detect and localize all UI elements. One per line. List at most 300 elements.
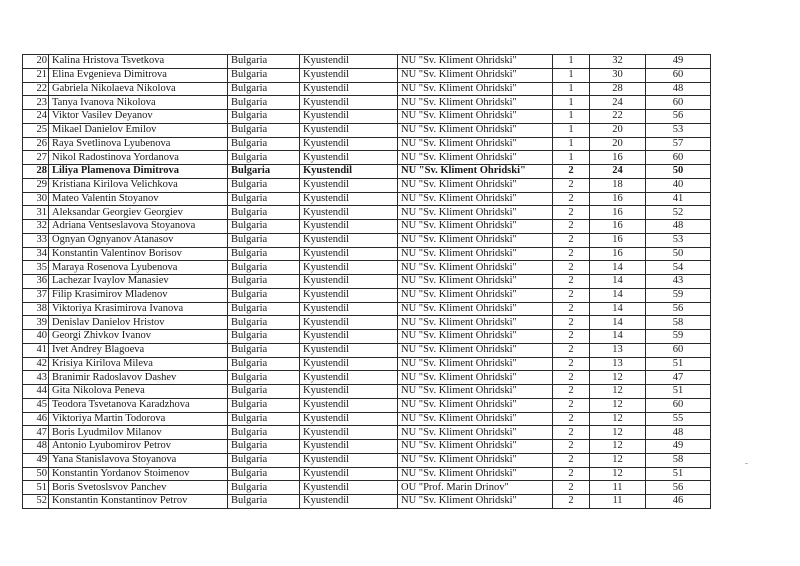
country-cell: Bulgaria bbox=[228, 343, 300, 357]
country-cell: Bulgaria bbox=[228, 398, 300, 412]
country-cell: Bulgaria bbox=[228, 495, 300, 509]
city-cell: Kyustendil bbox=[300, 165, 398, 179]
total-cell: 51 bbox=[646, 357, 711, 371]
table-row bbox=[23, 96, 711, 110]
school-cell: NU "Sv. Kliment Ohridski" bbox=[398, 206, 553, 220]
name-cell: Krisiya Kirilova Mileva bbox=[49, 357, 228, 371]
name-cell: Boris Svetoslsvov Panchev bbox=[49, 481, 228, 495]
grade-cell: 1 bbox=[553, 96, 590, 110]
name-cell: Elina Evgenieva Dimitrova bbox=[49, 68, 228, 82]
country-cell: Bulgaria bbox=[228, 261, 300, 275]
name-cell: Adriana Ventseslavova Stoyanova bbox=[49, 220, 228, 234]
rank-cell: 42 bbox=[23, 357, 49, 371]
total-cell: 52 bbox=[646, 206, 711, 220]
name-cell: Boris Lyudmilov Milanov bbox=[49, 426, 228, 440]
grade-cell: 1 bbox=[553, 123, 590, 137]
rank-cell: 21 bbox=[23, 68, 49, 82]
school-cell: NU "Sv. Kliment Ohridski" bbox=[398, 275, 553, 289]
grade-cell: 2 bbox=[553, 426, 590, 440]
school-cell: NU "Sv. Kliment Ohridski" bbox=[398, 137, 553, 151]
country-cell: Bulgaria bbox=[228, 467, 300, 481]
rank-cell: 31 bbox=[23, 206, 49, 220]
name-cell: Konstantin Yordanov Stoimenov bbox=[49, 467, 228, 481]
city-cell: Kyustendil bbox=[300, 261, 398, 275]
rank-cell: 22 bbox=[23, 82, 49, 96]
country-cell: Bulgaria bbox=[228, 288, 300, 302]
score-cell: 20 bbox=[590, 123, 646, 137]
school-cell: NU "Sv. Kliment Ohridski" bbox=[398, 220, 553, 234]
school-cell: NU "Sv. Kliment Ohridski" bbox=[398, 495, 553, 509]
table-row bbox=[23, 82, 711, 96]
table-row bbox=[23, 288, 711, 302]
table-row bbox=[23, 412, 711, 426]
school-cell: NU "Sv. Kliment Ohridski" bbox=[398, 412, 553, 426]
school-cell: NU "Sv. Kliment Ohridski" bbox=[398, 453, 553, 467]
school-cell: NU "Sv. Kliment Ohridski" bbox=[398, 426, 553, 440]
total-cell: 56 bbox=[646, 302, 711, 316]
school-cell: OU "Prof. Marin Drinov" bbox=[398, 481, 553, 495]
table-row bbox=[23, 220, 711, 234]
school-cell: NU "Sv. Kliment Ohridski" bbox=[398, 385, 553, 399]
score-cell: 22 bbox=[590, 110, 646, 124]
score-cell: 24 bbox=[590, 96, 646, 110]
country-cell: Bulgaria bbox=[228, 165, 300, 179]
country-cell: Bulgaria bbox=[228, 220, 300, 234]
table-row bbox=[23, 137, 711, 151]
rank-cell: 48 bbox=[23, 440, 49, 454]
grade-cell: 1 bbox=[553, 110, 590, 124]
name-cell: Gabriela Nikolaeva Nikolova bbox=[49, 82, 228, 96]
school-cell: NU "Sv. Kliment Ohridski" bbox=[398, 96, 553, 110]
total-cell: 49 bbox=[646, 440, 711, 454]
score-cell: 30 bbox=[590, 68, 646, 82]
score-cell: 16 bbox=[590, 247, 646, 261]
rank-cell: 36 bbox=[23, 275, 49, 289]
school-cell: NU "Sv. Kliment Ohridski" bbox=[398, 165, 553, 179]
name-cell: Nikol Radostinova Yordanova bbox=[49, 151, 228, 165]
table-row bbox=[23, 275, 711, 289]
country-cell: Bulgaria bbox=[228, 82, 300, 96]
table-row bbox=[23, 467, 711, 481]
table-row bbox=[23, 247, 711, 261]
rank-cell: 34 bbox=[23, 247, 49, 261]
table-row bbox=[23, 330, 711, 344]
country-cell: Bulgaria bbox=[228, 440, 300, 454]
total-cell: 56 bbox=[646, 110, 711, 124]
name-cell: Antonio Lyubomirov Petrov bbox=[49, 440, 228, 454]
score-cell: 12 bbox=[590, 467, 646, 481]
country-cell: Bulgaria bbox=[228, 453, 300, 467]
name-cell: Kalina Hristova Tsvetkova bbox=[49, 55, 228, 69]
table-row bbox=[23, 178, 711, 192]
school-cell: NU "Sv. Kliment Ohridski" bbox=[398, 316, 553, 330]
table-row bbox=[23, 261, 711, 275]
score-cell: 12 bbox=[590, 412, 646, 426]
country-cell: Bulgaria bbox=[228, 481, 300, 495]
total-cell: 40 bbox=[646, 178, 711, 192]
school-cell: NU "Sv. Kliment Ohridski" bbox=[398, 288, 553, 302]
grade-cell: 2 bbox=[553, 192, 590, 206]
table-row bbox=[23, 165, 711, 179]
country-cell: Bulgaria bbox=[228, 96, 300, 110]
table-row bbox=[23, 453, 711, 467]
name-cell: Aleksandar Georgiev Georgiev bbox=[49, 206, 228, 220]
rank-cell: 29 bbox=[23, 178, 49, 192]
grade-cell: 2 bbox=[553, 233, 590, 247]
score-cell: 14 bbox=[590, 330, 646, 344]
name-cell: Viktoriya Krasimirova Ivanova bbox=[49, 302, 228, 316]
total-cell: 48 bbox=[646, 220, 711, 234]
city-cell: Kyustendil bbox=[300, 330, 398, 344]
city-cell: Kyustendil bbox=[300, 220, 398, 234]
country-cell: Bulgaria bbox=[228, 357, 300, 371]
country-cell: Bulgaria bbox=[228, 68, 300, 82]
grade-cell: 2 bbox=[553, 398, 590, 412]
total-cell: 51 bbox=[646, 385, 711, 399]
total-cell: 49 bbox=[646, 55, 711, 69]
country-cell: Bulgaria bbox=[228, 330, 300, 344]
city-cell: Kyustendil bbox=[300, 398, 398, 412]
table-row bbox=[23, 398, 711, 412]
score-cell: 14 bbox=[590, 275, 646, 289]
table-row bbox=[23, 426, 711, 440]
score-cell: 16 bbox=[590, 233, 646, 247]
total-cell: 57 bbox=[646, 137, 711, 151]
grade-cell: 2 bbox=[553, 385, 590, 399]
city-cell: Kyustendil bbox=[300, 68, 398, 82]
rank-cell: 43 bbox=[23, 371, 49, 385]
city-cell: Kyustendil bbox=[300, 288, 398, 302]
country-cell: Bulgaria bbox=[228, 371, 300, 385]
city-cell: Kyustendil bbox=[300, 233, 398, 247]
grade-cell: 2 bbox=[553, 288, 590, 302]
city-cell: Kyustendil bbox=[300, 357, 398, 371]
score-cell: 16 bbox=[590, 206, 646, 220]
name-cell: Liliya Plamenova Dimitrova bbox=[49, 165, 228, 179]
school-cell: NU "Sv. Kliment Ohridski" bbox=[398, 68, 553, 82]
grade-cell: 1 bbox=[553, 68, 590, 82]
name-cell: Ivet Andrey Blagoeva bbox=[49, 343, 228, 357]
score-cell: 12 bbox=[590, 371, 646, 385]
table-row bbox=[23, 151, 711, 165]
table-row bbox=[23, 495, 711, 509]
total-cell: 58 bbox=[646, 453, 711, 467]
total-cell: 51 bbox=[646, 467, 711, 481]
school-cell: NU "Sv. Kliment Ohridski" bbox=[398, 398, 553, 412]
rank-cell: 23 bbox=[23, 96, 49, 110]
total-cell: 50 bbox=[646, 165, 711, 179]
total-cell: 47 bbox=[646, 371, 711, 385]
score-cell: 24 bbox=[590, 165, 646, 179]
total-cell: 60 bbox=[646, 151, 711, 165]
score-cell: 11 bbox=[590, 495, 646, 509]
city-cell: Kyustendil bbox=[300, 412, 398, 426]
school-cell: NU "Sv. Kliment Ohridski" bbox=[398, 192, 553, 206]
grade-cell: 1 bbox=[553, 151, 590, 165]
score-cell: 14 bbox=[590, 316, 646, 330]
school-cell: NU "Sv. Kliment Ohridski" bbox=[398, 123, 553, 137]
school-cell: NU "Sv. Kliment Ohridski" bbox=[398, 110, 553, 124]
country-cell: Bulgaria bbox=[228, 123, 300, 137]
grade-cell: 2 bbox=[553, 481, 590, 495]
school-cell: NU "Sv. Kliment Ohridski" bbox=[398, 261, 553, 275]
score-cell: 16 bbox=[590, 192, 646, 206]
results-table-body bbox=[23, 55, 711, 509]
rank-cell: 46 bbox=[23, 412, 49, 426]
score-cell: 18 bbox=[590, 178, 646, 192]
school-cell: NU "Sv. Kliment Ohridski" bbox=[398, 371, 553, 385]
name-cell: Viktoriya Martin Todorova bbox=[49, 412, 228, 426]
table-row bbox=[23, 192, 711, 206]
city-cell: Kyustendil bbox=[300, 110, 398, 124]
total-cell: 58 bbox=[646, 316, 711, 330]
table-row bbox=[23, 343, 711, 357]
rank-cell: 52 bbox=[23, 495, 49, 509]
city-cell: Kyustendil bbox=[300, 467, 398, 481]
total-cell: 53 bbox=[646, 123, 711, 137]
city-cell: Kyustendil bbox=[300, 192, 398, 206]
name-cell: Konstantin Valentinov Borisov bbox=[49, 247, 228, 261]
country-cell: Bulgaria bbox=[228, 426, 300, 440]
score-cell: 14 bbox=[590, 302, 646, 316]
rank-cell: 20 bbox=[23, 55, 49, 69]
city-cell: Kyustendil bbox=[300, 247, 398, 261]
total-cell: 43 bbox=[646, 275, 711, 289]
country-cell: Bulgaria bbox=[228, 275, 300, 289]
total-cell: 53 bbox=[646, 233, 711, 247]
city-cell: Kyustendil bbox=[300, 426, 398, 440]
score-cell: 12 bbox=[590, 426, 646, 440]
city-cell: Kyustendil bbox=[300, 302, 398, 316]
rank-cell: 41 bbox=[23, 343, 49, 357]
grade-cell: 2 bbox=[553, 261, 590, 275]
total-cell: 54 bbox=[646, 261, 711, 275]
country-cell: Bulgaria bbox=[228, 55, 300, 69]
grade-cell: 2 bbox=[553, 412, 590, 426]
rank-cell: 40 bbox=[23, 330, 49, 344]
name-cell: Georgi Zhivkov Ivanov bbox=[49, 330, 228, 344]
city-cell: Kyustendil bbox=[300, 453, 398, 467]
school-cell: NU "Sv. Kliment Ohridski" bbox=[398, 343, 553, 357]
total-cell: 59 bbox=[646, 288, 711, 302]
country-cell: Bulgaria bbox=[228, 178, 300, 192]
rank-cell: 44 bbox=[23, 385, 49, 399]
name-cell: Lachezar Ivaylov Manasiev bbox=[49, 275, 228, 289]
table-row bbox=[23, 123, 711, 137]
country-cell: Bulgaria bbox=[228, 233, 300, 247]
city-cell: Kyustendil bbox=[300, 178, 398, 192]
score-cell: 12 bbox=[590, 385, 646, 399]
country-cell: Bulgaria bbox=[228, 206, 300, 220]
name-cell: Kristiana Kirilova Velichkova bbox=[49, 178, 228, 192]
city-cell: Kyustendil bbox=[300, 55, 398, 69]
table-row bbox=[23, 481, 711, 495]
score-cell: 14 bbox=[590, 288, 646, 302]
total-cell: 41 bbox=[646, 192, 711, 206]
grade-cell: 1 bbox=[553, 82, 590, 96]
country-cell: Bulgaria bbox=[228, 316, 300, 330]
score-cell: 32 bbox=[590, 55, 646, 69]
city-cell: Kyustendil bbox=[300, 82, 398, 96]
country-cell: Bulgaria bbox=[228, 247, 300, 261]
grade-cell: 2 bbox=[553, 275, 590, 289]
rank-cell: 26 bbox=[23, 137, 49, 151]
school-cell: NU "Sv. Kliment Ohridski" bbox=[398, 55, 553, 69]
rank-cell: 50 bbox=[23, 467, 49, 481]
score-cell: 12 bbox=[590, 398, 646, 412]
rank-cell: 32 bbox=[23, 220, 49, 234]
grade-cell: 2 bbox=[553, 467, 590, 481]
city-cell: Kyustendil bbox=[300, 96, 398, 110]
name-cell: Teodora Tsvetanova Karadzhova bbox=[49, 398, 228, 412]
school-cell: NU "Sv. Kliment Ohridski" bbox=[398, 357, 553, 371]
city-cell: Kyustendil bbox=[300, 316, 398, 330]
score-cell: 16 bbox=[590, 220, 646, 234]
city-cell: Kyustendil bbox=[300, 137, 398, 151]
country-cell: Bulgaria bbox=[228, 137, 300, 151]
school-cell: NU "Sv. Kliment Ohridski" bbox=[398, 178, 553, 192]
score-cell: 16 bbox=[590, 151, 646, 165]
rank-cell: 37 bbox=[23, 288, 49, 302]
school-cell: NU "Sv. Kliment Ohridski" bbox=[398, 151, 553, 165]
name-cell: Mateo Valentin Stoyanov bbox=[49, 192, 228, 206]
city-cell: Kyustendil bbox=[300, 440, 398, 454]
grade-cell: 2 bbox=[553, 165, 590, 179]
grade-cell: 2 bbox=[553, 440, 590, 454]
total-cell: 60 bbox=[646, 343, 711, 357]
name-cell: Viktor Vasilev Deyanov bbox=[49, 110, 228, 124]
rank-cell: 28 bbox=[23, 165, 49, 179]
total-cell: 56 bbox=[646, 481, 711, 495]
country-cell: Bulgaria bbox=[228, 192, 300, 206]
grade-cell: 2 bbox=[553, 247, 590, 261]
table-row bbox=[23, 357, 711, 371]
score-cell: 11 bbox=[590, 481, 646, 495]
country-cell: Bulgaria bbox=[228, 412, 300, 426]
table-row bbox=[23, 371, 711, 385]
school-cell: NU "Sv. Kliment Ohridski" bbox=[398, 233, 553, 247]
total-cell: 59 bbox=[646, 330, 711, 344]
city-cell: Kyustendil bbox=[300, 275, 398, 289]
total-cell: 60 bbox=[646, 96, 711, 110]
total-cell: 55 bbox=[646, 412, 711, 426]
total-cell: 50 bbox=[646, 247, 711, 261]
rank-cell: 39 bbox=[23, 316, 49, 330]
total-cell: 60 bbox=[646, 68, 711, 82]
total-cell: 60 bbox=[646, 398, 711, 412]
grade-cell: 1 bbox=[553, 137, 590, 151]
rank-cell: 35 bbox=[23, 261, 49, 275]
grade-cell: 2 bbox=[553, 495, 590, 509]
city-cell: Kyustendil bbox=[300, 123, 398, 137]
country-cell: Bulgaria bbox=[228, 385, 300, 399]
rank-cell: 33 bbox=[23, 233, 49, 247]
name-cell: Ognyan Ognyanov Atanasov bbox=[49, 233, 228, 247]
name-cell: Filip Krasimirov Mladenov bbox=[49, 288, 228, 302]
country-cell: Bulgaria bbox=[228, 151, 300, 165]
country-cell: Bulgaria bbox=[228, 110, 300, 124]
table-row bbox=[23, 385, 711, 399]
grade-cell: 2 bbox=[553, 330, 590, 344]
score-cell: 14 bbox=[590, 261, 646, 275]
table-row bbox=[23, 206, 711, 220]
school-cell: NU "Sv. Kliment Ohridski" bbox=[398, 82, 553, 96]
score-cell: 20 bbox=[590, 137, 646, 151]
city-cell: Kyustendil bbox=[300, 385, 398, 399]
school-cell: NU "Sv. Kliment Ohridski" bbox=[398, 302, 553, 316]
score-cell: 13 bbox=[590, 343, 646, 357]
grade-cell: 2 bbox=[553, 178, 590, 192]
total-cell: 48 bbox=[646, 82, 711, 96]
table-row bbox=[23, 302, 711, 316]
rank-cell: 47 bbox=[23, 426, 49, 440]
grade-cell: 2 bbox=[553, 357, 590, 371]
grade-cell: 1 bbox=[553, 55, 590, 69]
city-cell: Kyustendil bbox=[300, 343, 398, 357]
grade-cell: 2 bbox=[553, 371, 590, 385]
school-cell: NU "Sv. Kliment Ohridski" bbox=[398, 440, 553, 454]
school-cell: NU "Sv. Kliment Ohridski" bbox=[398, 247, 553, 261]
grade-cell: 2 bbox=[553, 220, 590, 234]
rank-cell: 27 bbox=[23, 151, 49, 165]
score-cell: 28 bbox=[590, 82, 646, 96]
city-cell: Kyustendil bbox=[300, 151, 398, 165]
score-cell: 13 bbox=[590, 357, 646, 371]
score-cell: 12 bbox=[590, 453, 646, 467]
school-cell: NU "Sv. Kliment Ohridski" bbox=[398, 467, 553, 481]
grade-cell: 2 bbox=[553, 316, 590, 330]
table-row bbox=[23, 440, 711, 454]
name-cell: Denislav Danielov Hristov bbox=[49, 316, 228, 330]
name-cell: Yana Stanislavova Stoyanova bbox=[49, 453, 228, 467]
grade-cell: 2 bbox=[553, 206, 590, 220]
rank-cell: 24 bbox=[23, 110, 49, 124]
score-cell: 12 bbox=[590, 440, 646, 454]
grade-cell: 2 bbox=[553, 302, 590, 316]
results-table bbox=[22, 54, 711, 509]
table-row bbox=[23, 316, 711, 330]
total-cell: 48 bbox=[646, 426, 711, 440]
city-cell: Kyustendil bbox=[300, 371, 398, 385]
rank-cell: 38 bbox=[23, 302, 49, 316]
city-cell: Kyustendil bbox=[300, 481, 398, 495]
name-cell: Branimir Radoslavov Dashev bbox=[49, 371, 228, 385]
grade-cell: 2 bbox=[553, 343, 590, 357]
table-row bbox=[23, 110, 711, 124]
school-cell: NU "Sv. Kliment Ohridski" bbox=[398, 330, 553, 344]
rank-cell: 25 bbox=[23, 123, 49, 137]
city-cell: Kyustendil bbox=[300, 495, 398, 509]
name-cell: Raya Svetlinova Lyubenova bbox=[49, 137, 228, 151]
table-row bbox=[23, 233, 711, 247]
total-cell: 46 bbox=[646, 495, 711, 509]
table-row bbox=[23, 55, 711, 69]
name-cell: Maraya Rosenova Lyubenova bbox=[49, 261, 228, 275]
name-cell: Tanya Ivanova Nikolova bbox=[49, 96, 228, 110]
rank-cell: 45 bbox=[23, 398, 49, 412]
scan-speck bbox=[745, 463, 748, 464]
rank-cell: 51 bbox=[23, 481, 49, 495]
name-cell: Konstantin Konstantinov Petrov bbox=[49, 495, 228, 509]
grade-cell: 2 bbox=[553, 453, 590, 467]
table-row bbox=[23, 68, 711, 82]
name-cell: Mikael Danielov Emilov bbox=[49, 123, 228, 137]
rank-cell: 30 bbox=[23, 192, 49, 206]
country-cell: Bulgaria bbox=[228, 302, 300, 316]
rank-cell: 49 bbox=[23, 453, 49, 467]
city-cell: Kyustendil bbox=[300, 206, 398, 220]
name-cell: Gita Nikolova Peneva bbox=[49, 385, 228, 399]
